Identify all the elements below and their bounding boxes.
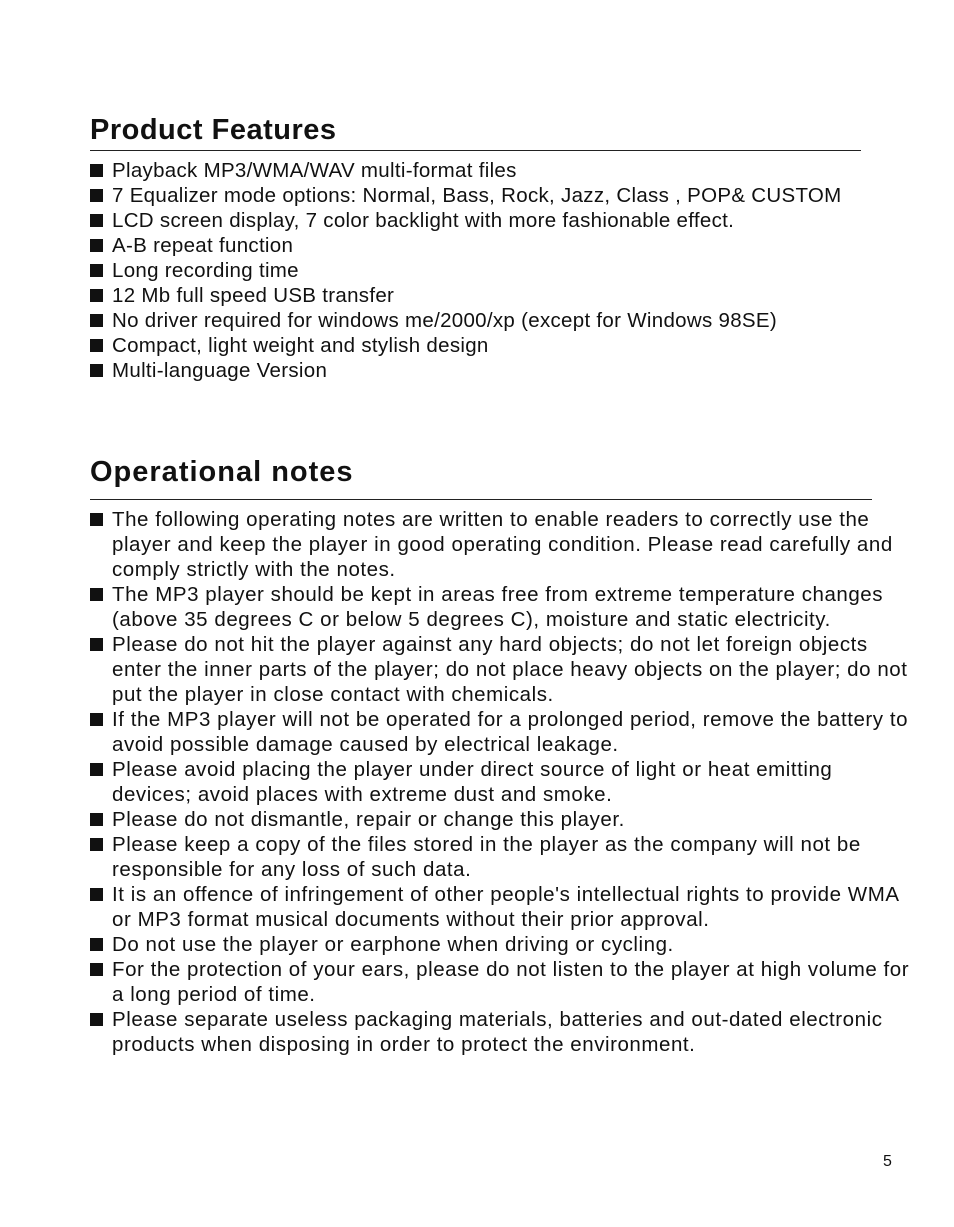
square-bullet-icon <box>90 339 103 352</box>
notes-list <box>90 507 910 1057</box>
note-text: Please avoid placing the player under direct source of light or heat emitting devices; avoid places with extreme dust and smoke. <box>112 758 833 806</box>
note-text: It is an offence of infringement of other people's intellectual rights to provide WMA or MP3 format musical documents without their prior approval. <box>112 883 899 931</box>
note-text: Please do not dismantle, repair or change this player. <box>112 808 625 831</box>
square-bullet-icon <box>90 513 103 526</box>
list-item <box>90 507 910 582</box>
operational-notes-heading: Operational notes <box>90 456 354 488</box>
square-bullet-icon <box>90 813 103 826</box>
feature-text: No driver required for windows me/2000/xp (except for Windows 98SE) <box>112 309 777 332</box>
page-number: 5 <box>883 1153 892 1170</box>
product-features-heading: Product Features <box>90 114 337 146</box>
feature-text: Long recording time <box>112 259 299 282</box>
square-bullet-icon <box>90 838 103 851</box>
list-item <box>90 208 890 233</box>
feature-text: Compact, light weight and stylish design <box>112 334 489 357</box>
list-item <box>90 308 890 333</box>
features-divider <box>90 150 861 151</box>
list-item <box>90 757 910 807</box>
list-item <box>90 832 910 882</box>
square-bullet-icon <box>90 1013 103 1026</box>
square-bullet-icon <box>90 314 103 327</box>
list-item <box>90 358 890 383</box>
square-bullet-icon <box>90 763 103 776</box>
note-text: Please do not hit the player against any hard objects; do not let foreign objects enter the inner parts of the player; do not place heavy objects on the player; do not put the player in close contact with chemicals. <box>112 633 908 706</box>
feature-text: LCD screen display, 7 color backlight with more fashionable effect. <box>112 209 735 232</box>
square-bullet-icon <box>90 588 103 601</box>
features-list <box>90 158 890 383</box>
square-bullet-icon <box>90 938 103 951</box>
list-item <box>90 882 910 932</box>
list-item <box>90 233 890 258</box>
square-bullet-icon <box>90 888 103 901</box>
list-item <box>90 258 890 283</box>
square-bullet-icon <box>90 364 103 377</box>
feature-text: A-B repeat function <box>112 234 294 257</box>
feature-text: 12 Mb full speed USB transfer <box>112 284 395 307</box>
note-text: For the protection of your ears, please do not listen to the player at high volume for a long period of time. <box>112 958 910 1006</box>
note-text: If the MP3 player will not be operated for a prolonged period, remove the battery to avoid possible damage caused by electrical leakage. <box>112 708 909 756</box>
note-text: Please separate useless packaging materials, batteries and out-dated electronic products when disposing in order to protect the environment. <box>112 1008 883 1056</box>
square-bullet-icon <box>90 239 103 252</box>
list-item <box>90 632 910 707</box>
feature-text: Multi-language Version <box>112 359 328 382</box>
square-bullet-icon <box>90 289 103 302</box>
list-item <box>90 183 890 208</box>
feature-text: Playback MP3/WMA/WAV multi-format files <box>112 159 517 182</box>
square-bullet-icon <box>90 164 103 177</box>
square-bullet-icon <box>90 189 103 202</box>
list-item <box>90 1007 910 1057</box>
note-text: The MP3 player should be kept in areas free from extreme temperature changes (above 35 degrees C or below 5 degrees C), moisture and static electricity. <box>112 583 884 631</box>
square-bullet-icon <box>90 713 103 726</box>
notes-divider <box>90 499 872 500</box>
square-bullet-icon <box>90 638 103 651</box>
list-item <box>90 333 890 358</box>
list-item <box>90 283 890 308</box>
list-item <box>90 957 910 1007</box>
note-text: Do not use the player or earphone when driving or cycling. <box>112 933 674 956</box>
square-bullet-icon <box>90 264 103 277</box>
list-item <box>90 158 890 183</box>
feature-text: 7 Equalizer mode options: Normal, Bass, Rock, Jazz, Class , POP& CUSTOM <box>112 184 842 207</box>
square-bullet-icon <box>90 214 103 227</box>
list-item <box>90 582 910 632</box>
list-item <box>90 707 910 757</box>
list-item <box>90 932 910 957</box>
note-text: Please keep a copy of the files stored in the player as the company will not be responsible for any loss of such data. <box>112 833 861 881</box>
square-bullet-icon <box>90 963 103 976</box>
list-item <box>90 807 910 832</box>
note-text: The following operating notes are written to enable readers to correctly use the player and keep the player in good operating condition. Please read carefully and comply strictly with the notes. <box>112 508 893 581</box>
